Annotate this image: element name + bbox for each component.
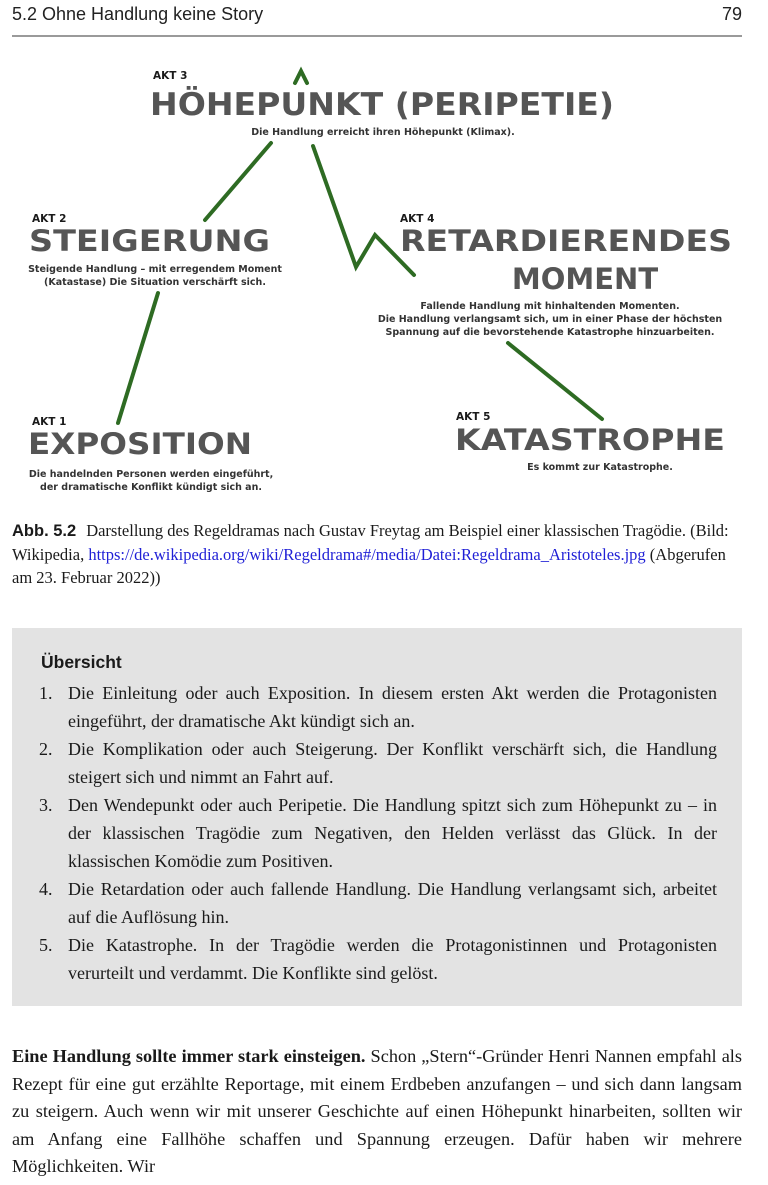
falling-description-1: Fallende Handlung mit hinhaltenden Momenten.: [420, 301, 680, 312]
falling-title-2: MOMENT: [511, 262, 659, 296]
climax-title: HÖHEPUNKT (PERIPETIE): [150, 87, 585, 123]
overview-list-item: [39, 735, 717, 791]
list-item-text: Die Retardation oder auch fallende Handlung. Die Handlung verlangsamt sich, arbeitet auf die Auflösung hin.: [68, 879, 717, 927]
running-head-chapter: 5.2 Ohne Handlung keine Story: [12, 4, 264, 24]
act-5-label: AKT 5: [456, 411, 491, 423]
freytag-pyramid-figure: [0, 45, 768, 510]
catastrophe-title: KATASTROPHE: [455, 423, 725, 457]
overview-title: Übersicht: [41, 652, 122, 672]
overview-box: [12, 628, 742, 1006]
rising-title: STEIGERUNG: [29, 224, 270, 258]
list-item-text: Die Einleitung oder auch Exposition. In diesem ersten Akt werden die Protagonisten eingeführt, der dramatische Akt kündigt sich an.: [68, 683, 717, 731]
paragraph-lead: Eine Handlung sollte immer stark einsteigen.: [12, 1046, 366, 1066]
catastrophe-description: Es kommt zur Katastrophe.: [527, 462, 673, 473]
rising-description-1: Steigende Handlung – mit erregendem Moment: [28, 264, 282, 275]
overview-list: [39, 679, 717, 987]
act-4-label: AKT 4: [400, 213, 435, 225]
list-item-number: 2.: [39, 739, 53, 759]
act-4-falling-group: [378, 213, 732, 338]
list-item-number: 4.: [39, 879, 53, 899]
figure-caption: [12, 519, 746, 589]
exposition-to-rising-line: [118, 293, 158, 423]
overview-list-item: [39, 791, 717, 875]
caption-source-link[interactable]: https://de.wikipedia.org/wiki/Regeldrama#/media/Datei:Regeldrama_Aristoteles.jpg: [88, 545, 646, 564]
list-item-text: Die Komplikation oder auch Steigerung. Der Konflikt verschärft sich, die Handlung steigert sich und nimmt an Fahrt auf.: [68, 739, 717, 787]
falling-description-3: Spannung auf die bevorstehende Katastrophe hinzuarbeiten.: [385, 327, 715, 338]
rising-description-2: (Katastase) Die Situation verschärft sich.: [44, 277, 266, 288]
caption-text: Darstellung des Regeldramas nach Gustav Freytag am Beispiel einer klassischen Tragödie. (Bild: Wikipedia,: [12, 521, 729, 564]
act-1-exposition-group: [28, 416, 273, 493]
rising-to-climax-line: [205, 143, 271, 220]
paragraph-text: Schon „Stern“-Gründer Henri Nannen empfahl als Rezept für eine gut erzählte Reportage, mit einem Erdbeben anzufangen – und sich dann langsam zu steigern. Auch wenn wir mit unserer Geschichte auf einen Höhepunkt hinarbeiten, sollten wir am Anfang eine Fallhöhe schaffen und Spannung erzeugen. Dafür haben wir mehrere Möglichkeiten. Wir: [12, 1046, 742, 1176]
caption-label: Abb. 5.2: [12, 522, 77, 540]
climax-to-falling-line: [313, 146, 414, 275]
page-number: 79: [721, 4, 742, 24]
act-1-label: AKT 1: [32, 416, 67, 428]
act-5-catastrophe-group: [455, 411, 725, 473]
caption-retrieved-note: (Abgerufen am 23. Februar 2022)): [12, 545, 726, 587]
list-item-text: Die Katastrophe. In der Tragödie werden die Protagonistinnen und Protagonisten verurteilt und verdammt. Die Konflikte sind gelöst.: [68, 935, 717, 983]
list-item-number: 5.: [39, 935, 53, 955]
act-3-climax-group: [150, 70, 614, 138]
overview-list-item: [39, 931, 717, 987]
climax-description: Die Handlung erreicht ihren Höhepunkt (Klimax).: [251, 127, 515, 138]
overview-list-item: [39, 875, 717, 931]
exposition-description-1: Die handelnden Personen werden eingeführt,: [28, 469, 274, 480]
act-3-label: AKT 3: [153, 70, 188, 82]
falling-title-1: RETARDIERENDES: [400, 224, 732, 258]
list-item-number: 3.: [39, 795, 53, 815]
act-2-rising-group: [28, 213, 282, 288]
climax-peak-arrow: [295, 71, 307, 83]
list-item-number: 1.: [39, 683, 53, 703]
list-item-text: Den Wendepunkt oder auch Peripetie. Die Handlung spitzt sich zum Höhepunkt zu – in der klassischen Tragödie zum Negativen, den Helden verlässt das Glück. In der klassischen Komödie zum Positiven.: [68, 795, 717, 871]
body-paragraph: [12, 1043, 742, 1181]
overview-list-item: [39, 679, 717, 735]
exposition-description-2: der dramatische Konflikt kündigt sich an.: [40, 482, 262, 493]
falling-to-catastrophe-line: [508, 343, 602, 419]
exposition-title: EXPOSITION: [28, 427, 252, 461]
header-rule: [12, 35, 742, 37]
act-2-label: AKT 2: [32, 213, 67, 225]
falling-description-2: Die Handlung verlangsamt sich, um in einer Phase der höchsten: [377, 314, 723, 325]
